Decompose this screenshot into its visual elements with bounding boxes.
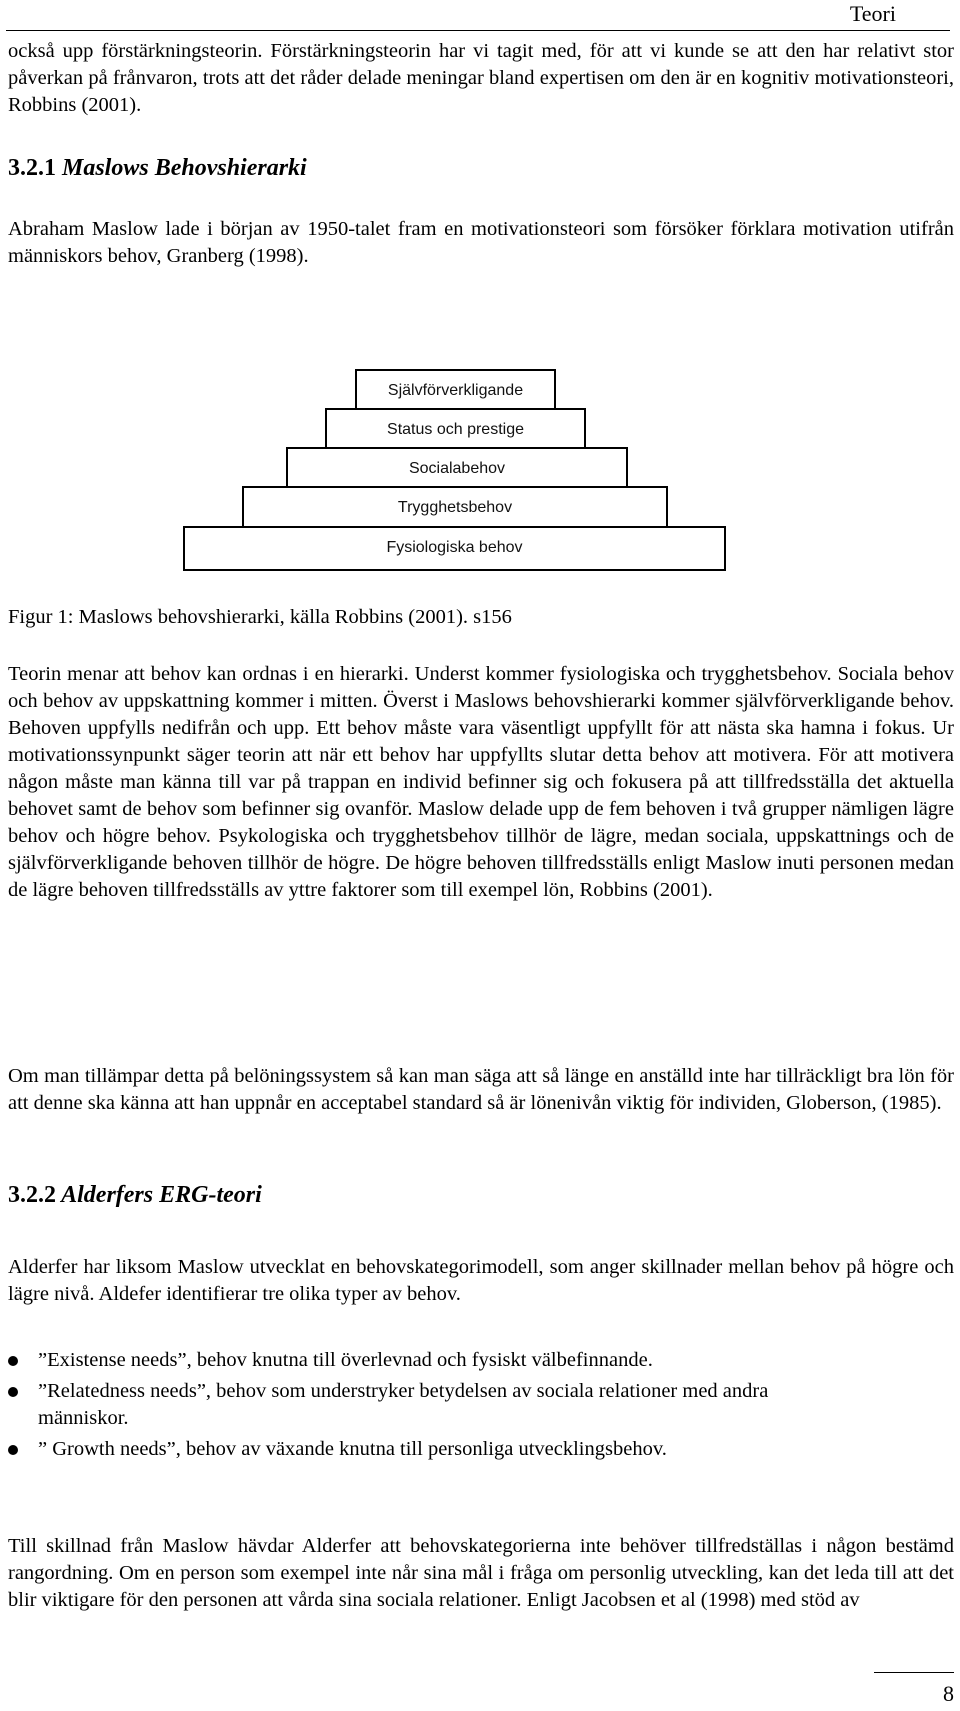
pyramid-level-2 (242, 486, 668, 526)
pyramid-level-5-label: Självförverkligande (387, 382, 524, 399)
footer-divider (874, 1672, 954, 1673)
heading-maslow (8, 153, 307, 183)
pyramid-level-2-label: Trygghetsbehov (397, 499, 513, 516)
heading-alderfer (8, 1180, 262, 1210)
paragraph-intro: också upp förstärkningsteorin. Förstärkningsteorin har vi tagit med, för att vi kunde se att den har relativt stor påverkan på frånvaron, trots att det råder delade meningar bland expertisen om den är en kognitiv motivationsteori, Robbins (2001). (8, 40, 954, 116)
list-item-text: ” Growth needs”, behov av växande knutna till personliga utvecklingsbehov. (38, 1438, 667, 1460)
paragraph-maslow-intro: Abraham Maslow lade i början av 1950-talet fram en motivationsteori som försöker förklara motivation utifrån människors behov, Granberg (1998). (8, 218, 954, 267)
erg-needs-list (8, 1347, 954, 1463)
list-item (8, 1436, 954, 1463)
pyramid-level-1-label: Fysiologiska behov (386, 539, 523, 556)
list-item-text: ”Existense needs”, behov knutna till överlevnad och fysiskt välbefinnande. (38, 1349, 653, 1371)
pyramid-level-4 (325, 408, 586, 447)
paragraph-hierarchy: Teorin menar att behov kan ordnas i en hierarki. Underst kommer fysiologiska och trygghetsbehov. Sociala behov och behov av uppskattning kommer i mitten. Överst i Maslows behovshierarki kommer självförverkligande behov. Behoven uppfylls nedifrån och upp. Ett behov måste vara väsentligt uppfyllt för att nästa ska hamna i fokus. Ur motivationssynpunkt säger teorin att när ett behov har uppfyllts slutar detta behov att motivera. För att motivera någon måste man känna till var på trappan en individ befinner sig och fokusera på att tillfredsställa det aktuella behovet samt de behov som befinner sig ovanför. Maslow delade upp de fem behoven i två grupper nämligen lägre behov och högre behov. Psykologiska och trygghetsbehov tillhör de lägre, medan sociala, uppskattnings och de självförverkligande behoven tillhör de högre. De högre behoven tillfredsställs enligt Maslow inuti personen medan de lägre behoven tillfredsställs av yttre faktorer som till exempel lön, Robbins (2001). (8, 663, 954, 901)
heading-alderfer-text: Alderfers ERG-teori (61, 1182, 262, 1208)
paragraph-alderfer-ranking: Till skillnad från Maslow hävdar Alderfer att behovskategorierna inte behöver tillfredställas i någon bestämd rangordning. Om en person som exempel inte når sina mål i fråga om personlig utveckling, kan det leda till att det blir viktigare för den personen att vårda sina sociala relationer. Enligt Jacobsen et al (1998) med stöd av (8, 1535, 954, 1611)
heading-maslow-text: Maslows Behovshierarki (62, 155, 307, 181)
pyramid-level-3-label: Socialabehov (408, 460, 506, 477)
list-item-text: ”Relatedness needs”, behov som understryker betydelsen av sociala relationer med andra människor. (38, 1380, 769, 1429)
pyramid-level-4-label: Status och prestige (387, 421, 524, 438)
heading-alderfer-number: 3.2.2 (8, 1182, 56, 1208)
bullet-icon (8, 1356, 18, 1366)
list-item (8, 1347, 954, 1374)
figure-caption: Figur 1: Maslows behovshierarki, källa Robbins (2001). s156 (8, 606, 512, 628)
header-divider (6, 30, 950, 31)
pyramid-level-3 (286, 447, 628, 486)
bullet-icon (8, 1387, 18, 1397)
list-item (8, 1378, 954, 1432)
heading-maslow-number: 3.2.1 (8, 155, 56, 181)
running-header: Teori (849, 1, 896, 26)
pyramid-base-line (183, 569, 726, 571)
paragraph-alderfer-intro: Alderfer har liksom Maslow utvecklat en behovskategorimodell, som anger skillnader mellan behov på högre och lägre nivå. Aldefer identifierar tre olika typer av behov. (8, 1256, 954, 1305)
page-number: 8 (943, 1681, 954, 1706)
pyramid-level-5 (355, 369, 556, 408)
bullet-icon (8, 1445, 18, 1455)
pyramid-level-1 (183, 526, 726, 570)
paragraph-reward-system: Om man tillämpar detta på belöningssystem så kan man säga att så länge en anställd inte har tillräckligt bra lön för att denne ska känna att han uppnår en acceptabel standard så är lönenivån viktig för individen, Globerson, (1985). (8, 1065, 954, 1114)
